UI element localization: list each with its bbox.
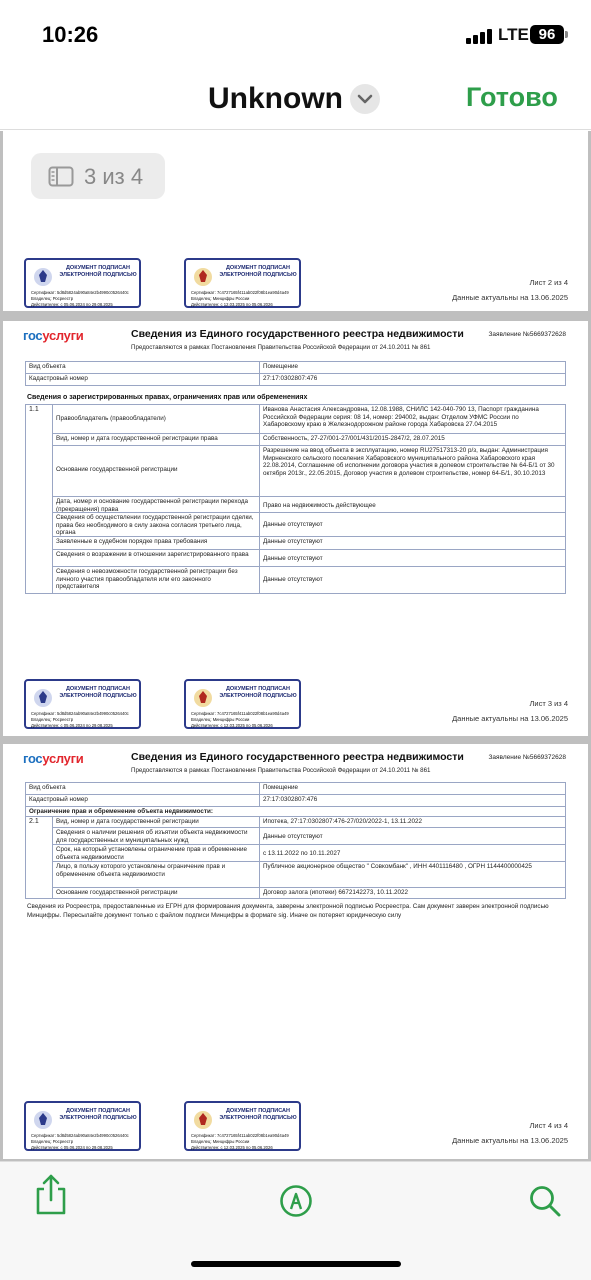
status-bar xyxy=(0,0,591,64)
pdf-page-4: госуслуги Сведения из Единого государственного реестра недвижимости Предоставляются в рамках Постановления Правительства Российской Федерации от 24.10.2011 № 861 Заявление №5669372628 Вид объекта Помещение Кадастровый номер 27:17:0302807:476 Ограничение прав и обременение объекта недвижимости: 2.1 Вид, номер и дата государственной регистрации Ипотека, 27:17:0302807:476-27/020/2022-1, 13.11.2022 Сведения о наличии решения об изъятии объекта недвижимости для государственных и муниципальных нужд Данные отсутствуют Срок, на который установлены ограничение прав и обременение объекта недвижимости с 13.11.2022 по 10.11.2027 Лицо, в пользу которого установлены ограничение прав и обременение объекта недвижимости Публичное акционерное общество " Совкомбанк" , ИНН 4401116480 , ОГРН 1144400000425 Основание государственной регистрации Договор залога (ипотеки) 6672142273, 10.11.2022 Сведения из Росреестра, предоставленные из ЕГРН для формирования документа, заверены электронной подписью Росреестра. Сам документ заверен электронной подписью Минцифры. Пересылайте документ только с файлом подписи Минцифры в формате sig. Иначе он потеряет юридическую силу ДОКУМЕНТ ПОДПИСАН ЭЛЕКТРОННОЙ ПОДПИСЬЮ Сертификат: 5d8d5824ab90a84e2b4990c0526440c Владелец: Росреестр Действителен: с 05.06.2024 по 29.08.2025 ДОКУМЕНТ ПОДПИСАН ЭЛЕКТРОННОЙ ПОДПИСЬЮ Сертификат: 7c4727165f411ab022f08b1ea90d4a49 Владелец: Минцифры России Действителен: с 12.03.2025 по 05.06.2026 Лист 4 из 4 Данные актуальны на 13.06.2025 xyxy=(3,744,588,1159)
emblem-icon xyxy=(32,1109,54,1131)
emblem-icon xyxy=(192,266,214,288)
share-icon[interactable] xyxy=(33,1172,69,1216)
section-title: Сведения о зарегистрированных правах, ограничениях прав или обременениях xyxy=(27,394,308,401)
gosuslugi-logo: госуслуги xyxy=(23,751,84,766)
section-title: Ограничение прав и обременение объекта недвижимости: xyxy=(25,806,566,817)
signature-stamp-rosreestr: ДОКУМЕНТ ПОДПИСАН ЭЛЕКТРОННОЙ ПОДПИСЬЮ Сертификат: 5d8d5824ab90a84e2b4990c0526440c Владелец: Росреестр Действителен: с 05.06.2024 по 29.08.2025 xyxy=(24,258,141,308)
stamp-title: ДОКУМЕНТ ПОДПИСАН ЭЛЕКТРОННОЙ ПОДПИСЬЮ xyxy=(59,1108,137,1121)
signal-icon xyxy=(466,28,492,44)
doc-subtitle: Предоставляются в рамках Постановления Правительства Российской Федерации от 24.10.2011 № 861 xyxy=(131,344,431,351)
stamp-title: ДОКУМЕНТ ПОДПИСАН ЭЛЕКТРОННОЙ ПОДПИСЬЮ xyxy=(219,686,297,699)
page-indicator-label: 3 из 4 xyxy=(84,164,144,189)
entry-number: 2.1 xyxy=(25,816,53,899)
document-title[interactable]: Unknown xyxy=(208,82,343,115)
signature-stamp-rosreestr: ДОКУМЕНТ ПОДПИСАН ЭЛЕКТРОННОЙ ПОДПИСЬЮ Сертификат: 5d8d5824ab90a84e2b4990c0526440c Владелец: Росреестр Действителен: с 05.06.2024 по 29.08.2025 xyxy=(24,1101,141,1151)
battery-icon: 96 xyxy=(530,25,564,44)
entry-number: 1.1 xyxy=(25,404,53,594)
signature-stamp-mincifry: ДОКУМЕНТ ПОДПИСАН ЭЛЕКТРОННОЙ ПОДПИСЬЮ Сертификат: 7c4727165f411ab022f08b1ea90d4a49 Владелец: Минцифры России Действителен: с 12.03.2025 по 05.06.2026 xyxy=(184,1101,301,1151)
emblem-icon xyxy=(32,687,54,709)
home-indicator[interactable] xyxy=(191,1261,401,1267)
page-indicator[interactable] xyxy=(31,153,165,199)
emblem-icon xyxy=(32,266,54,288)
done-button[interactable]: Готово xyxy=(466,82,558,112)
status-time: 10:26 xyxy=(42,22,99,47)
doc-title: Сведения из Единого государственного реестра недвижимости xyxy=(131,328,464,340)
markup-icon[interactable] xyxy=(279,1184,313,1218)
sidebar-icon xyxy=(48,166,74,187)
pdf-viewer[interactable] xyxy=(0,131,591,1161)
doc-title: Сведения из Единого государственного реестра недвижимости xyxy=(131,751,464,763)
page-footer: Лист 2 из 4 Данные актуальны на 13.06.2025 xyxy=(452,278,568,302)
chevron-down-icon xyxy=(350,84,380,114)
page-footer: Лист 3 из 4 Данные актуальны на 13.06.2025 xyxy=(452,699,568,723)
pdf-page-2 xyxy=(3,131,588,311)
emblem-icon xyxy=(192,1109,214,1131)
statement-number: Заявление №5669372628 xyxy=(488,754,566,761)
emblem-icon xyxy=(192,687,214,709)
pdf-page-3: госуслуги Сведения из Единого государственного реестра недвижимости Предоставляются в рамках Постановления Правительства Российской Федерации от 24.10.2011 № 861 Заявление №5669372628 Вид объекта Помещение Кадастровый номер 27:17:0302807:476 Сведения о зарегистрированных правах, ограничениях прав или обременениях 1.1 Правообладатель (правообладатели) Иванова Анастасия Александровна, 12.08.1988, СНИЛС 142-040-790 13, Паспорт гражданина Российской Федерации серия: 08 14, номер: 294002, выдан: Отделом УФМС России по Хабаровскому краю в Железнодорожном районе города Хабаровска 27.04.2015 Вид, номер и дата государственной регистрации права Собственность, 27-27/001-27/001/431/2015-2847/2, 28.07.2015 Основание государственной регистрации Разрешение на ввод объекта в эксплуатацию, номер RU27517313-20 р/з, выдан: Администрация Мирненского сельского поселения Хабаровского муниципального района Хабаровского края 22.08.2014, Соглашение об исполнении договора участия в долевом строительстве № 64-Б/1 от 30 октября 2013г., 22.05.2015, Договор участия в долевом строительстве, номер 64-Б/1, 30.10.2013 Дата, номер и основание государственной регистрации перехода (прекращения) права Право на недвижимость действующее Сведения об осуществлении государственной регистрации сделки, права без необходимого в силу закона согласия третьего лица, органа Данные отсутствуют Заявленные в судебном порядке права требования Данные отсутствуют Сведения о возражении в отношении зарегистрированного права Данные отсутствуют Сведения о невозможности государственной регистрации без личного участия правообладателя или его законного представителя Данные отсутствуют ДОКУМЕНТ ПОДПИСАН ЭЛЕКТРОННОЙ ПОДПИСЬЮ Сертификат: 5d8d5824ab90a84e2b4990c0526440c Владелец: Росреестр Действителен: с 05.06.2024 по 29.08.2025 ДОКУМЕНТ ПОДПИСАН ЭЛЕКТРОННОЙ ПОДПИСЬЮ Сертификат: 7c4727165f411ab022f08b1ea90d4a49 Владелец: Минцифры России Действителен: с 12.03.2025 по 05.06.2026 Лист 3 из 4 Данные актуальны на 13.06.2025 xyxy=(3,321,588,736)
gosuslugi-logo: госуслуги xyxy=(23,328,84,343)
stamp-title: ДОКУМЕНТ ПОДПИСАН ЭЛЕКТРОННОЙ ПОДПИСЬЮ xyxy=(219,265,297,278)
stamp-title: ДОКУМЕНТ ПОДПИСАН ЭЛЕКТРОННОЙ ПОДПИСЬЮ xyxy=(219,1108,297,1121)
stamp-title: ДОКУМЕНТ ПОДПИСАН ЭЛЕКТРОННОЙ ПОДПИСЬЮ xyxy=(59,686,137,699)
stamp-title: ДОКУМЕНТ ПОДПИСАН ЭЛЕКТРОННОЙ ПОДПИСЬЮ xyxy=(59,265,137,278)
page-footer: Лист 4 из 4 Данные актуальны на 13.06.2025 xyxy=(452,1121,568,1145)
legal-note: Сведения из Росреестра, предоставленные из ЕГРН для формирования документа, заверены электронной подписью Росреестра. Сам документ заверен электронной подписью Минцифры. Пересылайте документ только с файлом подписи Минцифры в формате sig. Иначе он потеряет юридическую силу xyxy=(27,903,549,919)
signature-stamp-mincifry: ДОКУМЕНТ ПОДПИСАН ЭЛЕКТРОННОЙ ПОДПИСЬЮ Сертификат: 7c4727165f411ab022f08b1ea90d4a49 Владелец: Минцифры России Действителен: с 12.03.2025 по 05.06.2026 xyxy=(184,679,301,729)
search-icon[interactable] xyxy=(528,1184,562,1218)
signature-stamp-rosreestr: ДОКУМЕНТ ПОДПИСАН ЭЛЕКТРОННОЙ ПОДПИСЬЮ Сертификат: 5d8d5824ab90a84e2b4990c0526440c Владелец: Росреестр Действителен: с 05.06.2024 по 29.08.2025 xyxy=(24,679,141,729)
network-type: LTE xyxy=(498,25,529,44)
doc-subtitle: Предоставляются в рамках Постановления Правительства Российской Федерации от 24.10.2011 № 861 xyxy=(131,767,431,774)
title-menu-button[interactable] xyxy=(350,84,380,114)
signature-stamp-mincifry: ДОКУМЕНТ ПОДПИСАН ЭЛЕКТРОННОЙ ПОДПИСЬЮ Сертификат: 7c4727165f411ab022f08b1ea90d4a49 Владелец: Минцифры России Действителен: с 12.03.2025 по 05.06.2026 xyxy=(184,258,301,308)
statement-number: Заявление №5669372628 xyxy=(488,331,566,338)
